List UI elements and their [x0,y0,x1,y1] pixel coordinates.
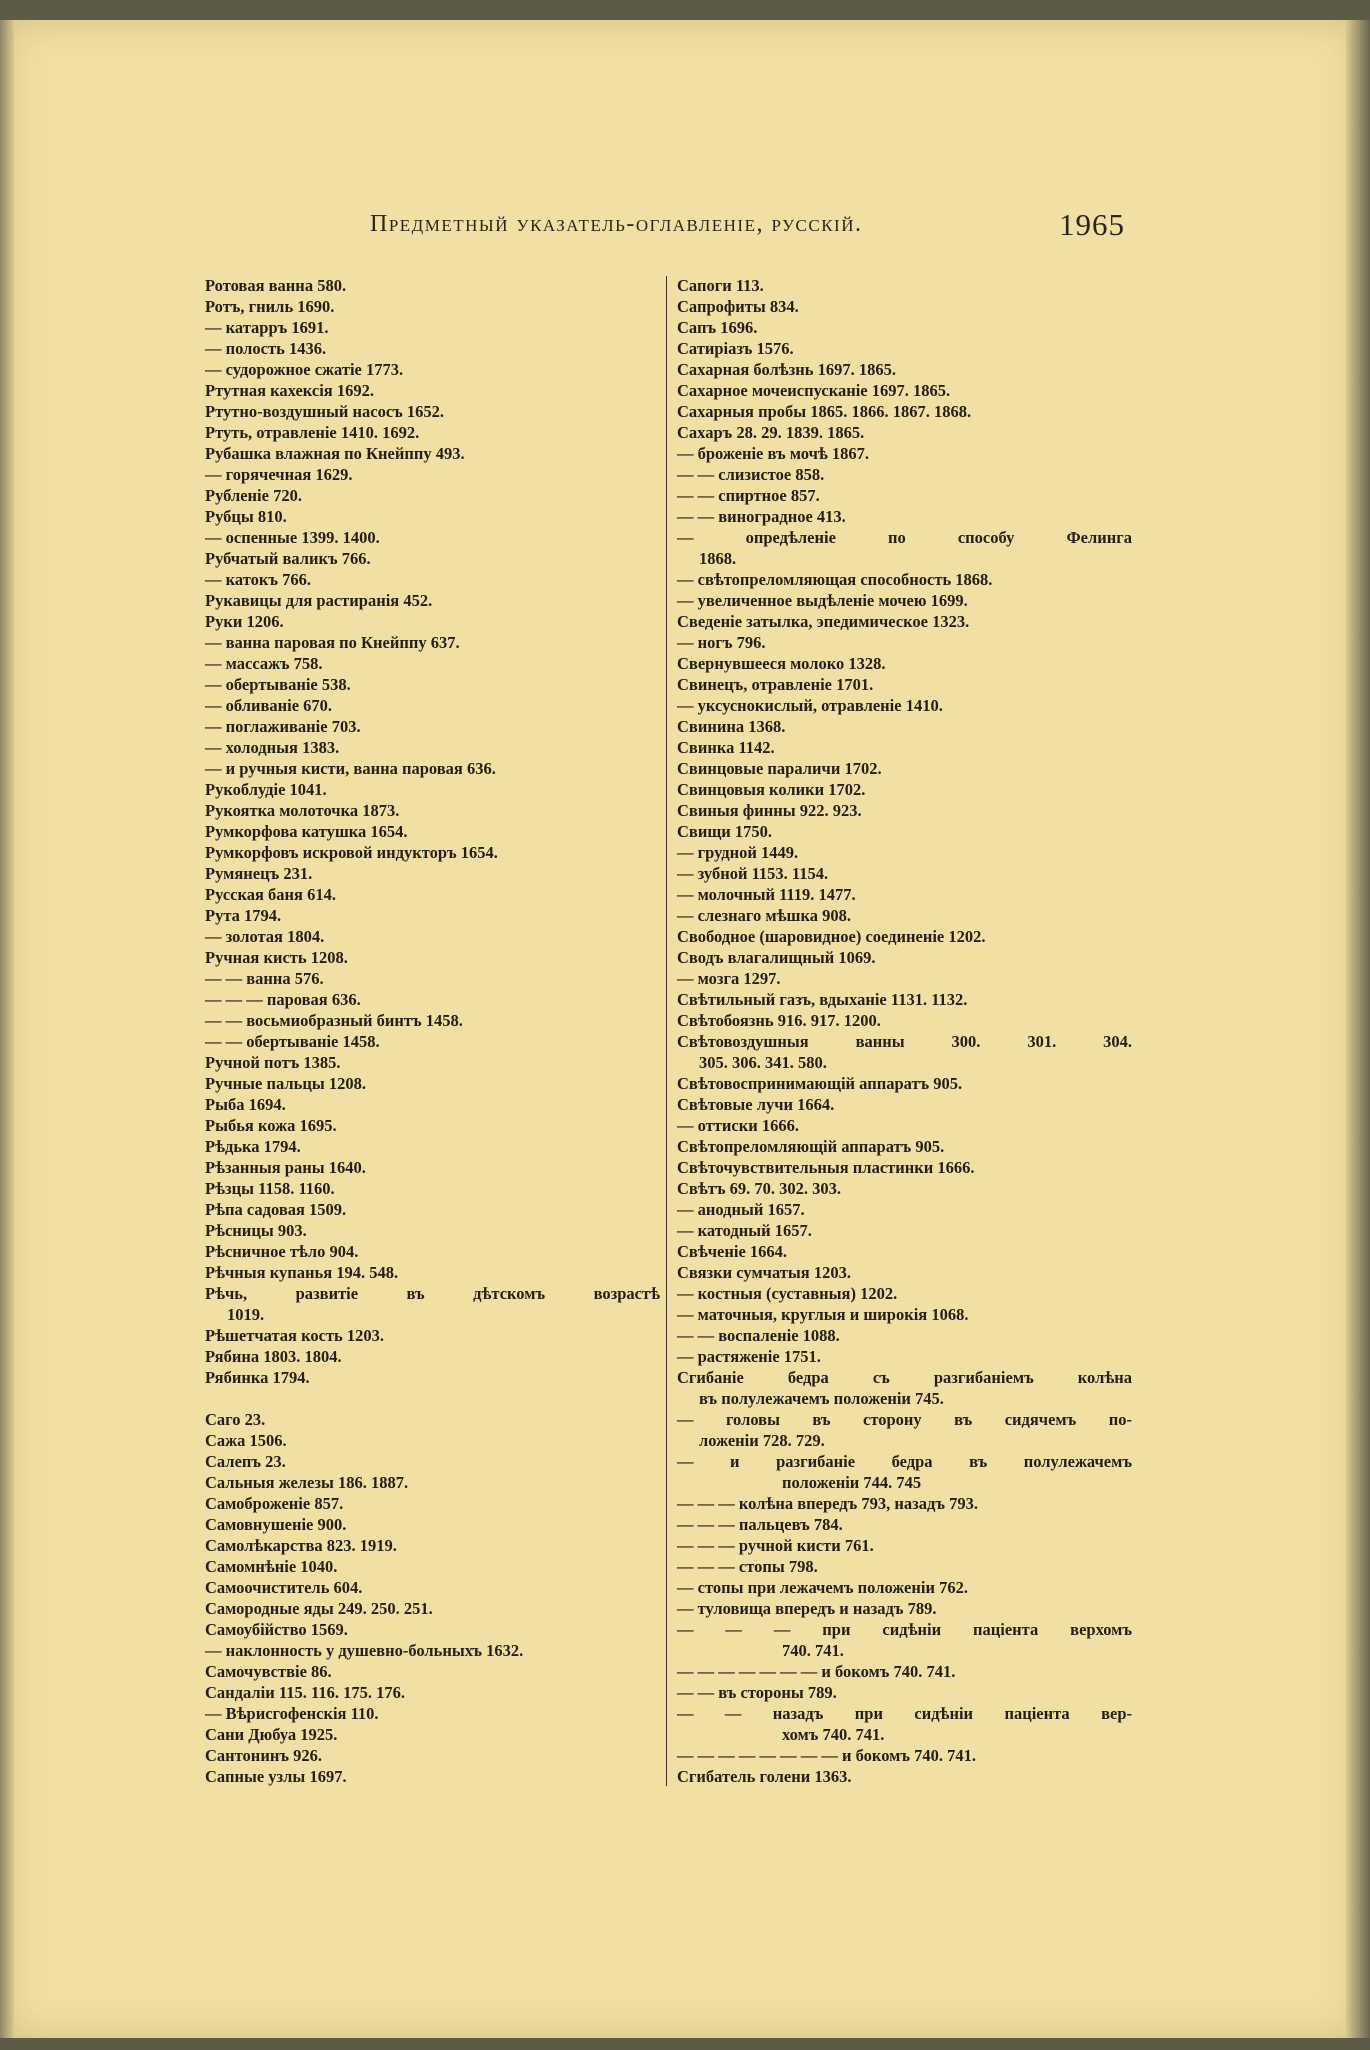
index-entry: — катодный 1657. [677,1221,812,1240]
index-entry: — молочный 1119. 1477. [677,885,856,904]
index-entry: — горячечная 1629. [205,465,353,484]
index-entry: — массажъ 758. [205,654,323,673]
index-entry: — наклонность у душевно-больныхъ 1632. [205,1641,524,1660]
index-entry: — золотая 1804. [205,927,325,946]
index-entry: Связки сумчатыя 1203. [677,1263,851,1282]
index-entry: Рукавицы для растиранія 452. [205,591,433,610]
index-entry: Сведеніе затылка, эпедимическое 1323. [677,612,970,631]
index-entry: — — — пальцевъ 784. [677,1515,843,1534]
index-entry: Рѣпа садовая 1509. [205,1200,347,1219]
index-entry: Сани Дюбуа 1925. [205,1725,338,1744]
running-header [205,207,1125,247]
index-entry: Ручной потъ 1385. [205,1053,341,1072]
index-entry: — холодныя 1383. [205,738,340,757]
index-entry: Ручные пальцы 1208. [205,1074,366,1093]
index-entry: Самочувствіе 86. [205,1662,332,1681]
index-entry: Рѣшетчатая кость 1203. [205,1326,385,1345]
index-entry: Свѣтъ 69. 70. 302. 303. [677,1179,841,1198]
index-entry: — — спиртное 857. [677,486,820,505]
index-entry: — оспенные 1399. 1400. [205,528,380,547]
index-entry: Сгибатель голени 1363. [677,1767,852,1786]
index-entry: 1019. [227,1305,265,1324]
index-entry: Сажа 1506. [205,1431,287,1450]
index-entry: Сатиріазъ 1576. [677,339,794,358]
index-entry: Ротовая ванна 580. [205,276,347,295]
index-entry: Ртуть, отравленіе 1410. 1692. [205,423,420,442]
index-entry: — — — паровая 636. [205,990,361,1009]
index-entry: Румянецъ 231. [205,864,313,883]
index-entry: — анодный 1657. [677,1200,805,1219]
index-entry: хомъ 740. 741. [782,1725,885,1744]
index-entry: — оттиски 1666. [677,1116,799,1135]
index-entry: — судорожное сжатіе 1773. [205,360,404,379]
column-divider [666,276,667,1786]
index-entry: — туловища впередъ и назадъ 789. [677,1599,937,1618]
index-entry: — — — — — — — — и бокомъ 740. 741. [677,1746,976,1765]
index-entry: Самолѣкарства 823. 1919. [205,1536,397,1555]
index-entry: Самоубійство 1569. [205,1620,348,1639]
index-entry: 740. 741. [782,1641,844,1660]
index-entry: — — — колѣна впередъ 793, назадъ 793. [677,1494,978,1513]
index-entry: — — слизистое 858. [677,465,825,484]
index-entry: Самомнѣніе 1040. [205,1557,338,1576]
index-entry: — и ручныя кисти, ванна паровая 636. [205,759,496,778]
index-entry: Сахарное мочеиспусканіе 1697. 1865. [677,381,951,400]
index-entry: Свинцовые параличи 1702. [677,759,882,778]
index-entry: — катокъ 766. [205,570,311,589]
index-entry: Сальныя железы 186. 1887. [205,1473,409,1492]
index-column-right [677,275,1132,1787]
index-entry: — головы въ сторону въ сидячемъ по- [677,1410,1132,1429]
index-entry: Рубленіе 720. [205,486,302,505]
index-entry: Рукоятка молоточка 1873. [205,801,400,820]
index-entry: Самоброженіе 857. [205,1494,344,1513]
index-entry: Ручная кисть 1208. [205,948,348,967]
index-entry: Ртутно-воздушный насосъ 1652. [205,402,445,421]
index-entry: Ротъ, гниль 1690. [205,297,335,316]
index-column-left [205,275,660,1787]
index-entry: Самовнушеніе 900. [205,1515,347,1534]
index-entry: Сапоги 113. [677,276,764,295]
index-entry: Рубашка влажная по Кнейппу 493. [205,444,465,463]
index-entry: — зубной 1153. 1154. [677,864,829,883]
index-entry: — катарръ 1691. [205,318,329,337]
index-entry: — — ванна 576. [205,969,324,988]
index-entry: положеніи 744. 745 [782,1473,922,1492]
index-entry: — броженіе въ мочѣ 1867. [677,444,870,463]
index-entry: въ полулежачемъ положеніи 745. [699,1389,944,1408]
index-entry: Сахаръ 28. 29. 1839. 1865. [677,423,865,442]
index-entry: — свѣтопреломляющая способность 1868. [677,570,993,589]
index-entry: — стопы при лежачемъ положеніи 762. [677,1578,968,1597]
index-entry: Саго 23. [205,1410,266,1429]
index-entry: Рѣсницы 903. [205,1221,307,1240]
index-entry: Рыба 1694. [205,1095,286,1114]
index-entry: Свѣтопреломляющій аппаратъ 905. [677,1137,945,1156]
index-entry: — — — ручной кисти 761. [677,1536,874,1555]
index-entry: — костныя (суставныя) 1202. [677,1284,898,1303]
index-entry: Рыбья кожа 1695. [205,1116,337,1135]
index-entry: — поглаживаніе 703. [205,717,361,736]
index-entry: Свѣтильный газъ, вдыханіе 1131. 1132. [677,990,968,1009]
index-entry: Рубцы 810. [205,507,287,526]
index-entry: Румкорфовъ искровой индукторъ 1654. [205,843,498,862]
index-entry: — и разгибаніе бедра въ полулежачемъ [677,1452,1132,1471]
index-entry: — увеличенное выдѣленіе мочею 1699. [677,591,968,610]
index-entry: Свинцовыя колики 1702. [677,780,866,799]
index-entry: Сантонинъ 926. [205,1746,322,1765]
section-gap [205,1388,660,1409]
index-entry: — — — — — — — и бокомъ 740. 741. [677,1662,956,1681]
index-entry: — слезнаго мѣшка 908. [677,906,851,925]
index-entry: Свиныя финны 922. 923. [677,801,862,820]
index-entry: — растяженіе 1751. [677,1347,821,1366]
index-entry: — — обертываніе 1458. [205,1032,380,1051]
index-entry: Рябина 1803. 1804. [205,1347,342,1366]
index-entry: — ванна паровая по Кнейппу 637. [205,633,460,652]
index-entry: Сапные узлы 1697. [205,1767,347,1786]
index-entry: Свѣточувствительныя пластинки 1666. [677,1158,975,1177]
index-entry: Руки 1206. [205,612,284,631]
index-entry: Свинка 1142. [677,738,775,757]
index-entry: Румкорфова катушка 1654. [205,822,408,841]
index-entry: Свинина 1368. [677,717,786,736]
index-entry: Самородные яды 249. 250. 251. [205,1599,433,1618]
index-entry: Ртутная кахексія 1692. [205,381,374,400]
index-entry: Рѣчныя купанья 194. 548. [205,1263,399,1282]
index-entry: Сахарная болѣзнь 1697. 1865. [677,360,897,379]
page-number: 1965 [1059,207,1125,242]
index-entry: Рубчатый валикъ 766. [205,549,371,568]
index-entry: — — — стопы 798. [677,1557,818,1576]
index-entry: Рѣсничное тѣло 904. [205,1242,359,1261]
index-entry: Свинецъ, отравленіе 1701. [677,675,874,694]
index-entry: Сапъ 1696. [677,318,758,337]
index-entry: Свѣтобоязнь 916. 917. 1200. [677,1011,881,1030]
index-entry: — — — при сидѣніи паціента верхомъ [677,1620,1132,1639]
index-entry: — уксуснокислый, отравленіе 1410. [677,696,943,715]
index-entry: — ногъ 796. [677,633,766,652]
index-entry: 1868. [699,549,737,568]
index-entry: — — назадъ при сидѣніи паціента вер- [677,1704,1132,1723]
index-entry: Свищи 1750. [677,822,773,841]
index-entry: — — виноградное 413. [677,507,846,526]
index-entry: Самоочиститель 604. [205,1578,363,1597]
index-entry: 305. 306. 341. 580. [699,1053,827,1072]
index-entry: Рѣдька 1794. [205,1137,301,1156]
index-entry: — маточныя, круглыя и широкія 1068. [677,1305,969,1324]
index-entry: Рѣзанныя раны 1640. [205,1158,366,1177]
index-entry: — обертываніе 538. [205,675,351,694]
index-entry: Рѣчь, развитіе въ дѣтскомъ возрастѣ [205,1284,660,1303]
index-entry: — — въ стороны 789. [677,1683,837,1702]
index-entry: Свернувшееся молоко 1328. [677,654,886,673]
index-entry: Сгибаніе бедра съ разгибаніемъ колѣна [677,1368,1132,1387]
index-entry: — грудной 1449. [677,843,799,862]
page-left-edge [0,20,14,2038]
index-entry: — обливаніе 670. [205,696,333,715]
index-entry: Свѣтовоспринимающій аппаратъ 905. [677,1074,963,1093]
index-entry: Салепъ 23. [205,1452,286,1471]
index-entry: — мозга 1297. [677,969,781,988]
index-entry: Рукоблудіе 1041. [205,780,327,799]
index-entry: — — воспаленіе 1088. [677,1326,840,1345]
page-right-edge [1346,20,1370,2038]
index-entry: Свѣченіе 1664. [677,1242,788,1261]
index-entry: Сандаліи 115. 116. 175. 176. [205,1683,405,1702]
index-entry: Рута 1794. [205,906,282,925]
index-entry: Сапрофиты 834. [677,297,799,316]
index-entry: Сахарныя пробы 1865. 1866. 1867. 1868. [677,402,972,421]
index-entry: — Вѣрисгофенскія 110. [205,1704,379,1723]
index-entry: Рябинка 1794. [205,1368,310,1387]
index-entry: ложеніи 728. 729. [699,1431,825,1450]
index-entry: — — восьмиобразный бинтъ 1458. [205,1011,463,1030]
index-entry: Русская баня 614. [205,885,336,904]
index-entry: Рѣзцы 1158. 1160. [205,1179,335,1198]
index-entry: — полость 1436. [205,339,327,358]
index-entry: — опредѣленіе по способу Фелинга [677,528,1132,547]
index-entry: Свѣтовые лучи 1664. [677,1095,835,1114]
index-entry: Свѣтовоздушныя ванны 300. 301. 304. [677,1032,1132,1051]
index-entry: Свободное (шаровидное) соединеніе 1202. [677,927,986,946]
index-entry: Сводъ влагалищный 1069. [677,948,876,967]
running-header-title: Предметный указатель-оглавленіе, русскій. [370,211,863,237]
